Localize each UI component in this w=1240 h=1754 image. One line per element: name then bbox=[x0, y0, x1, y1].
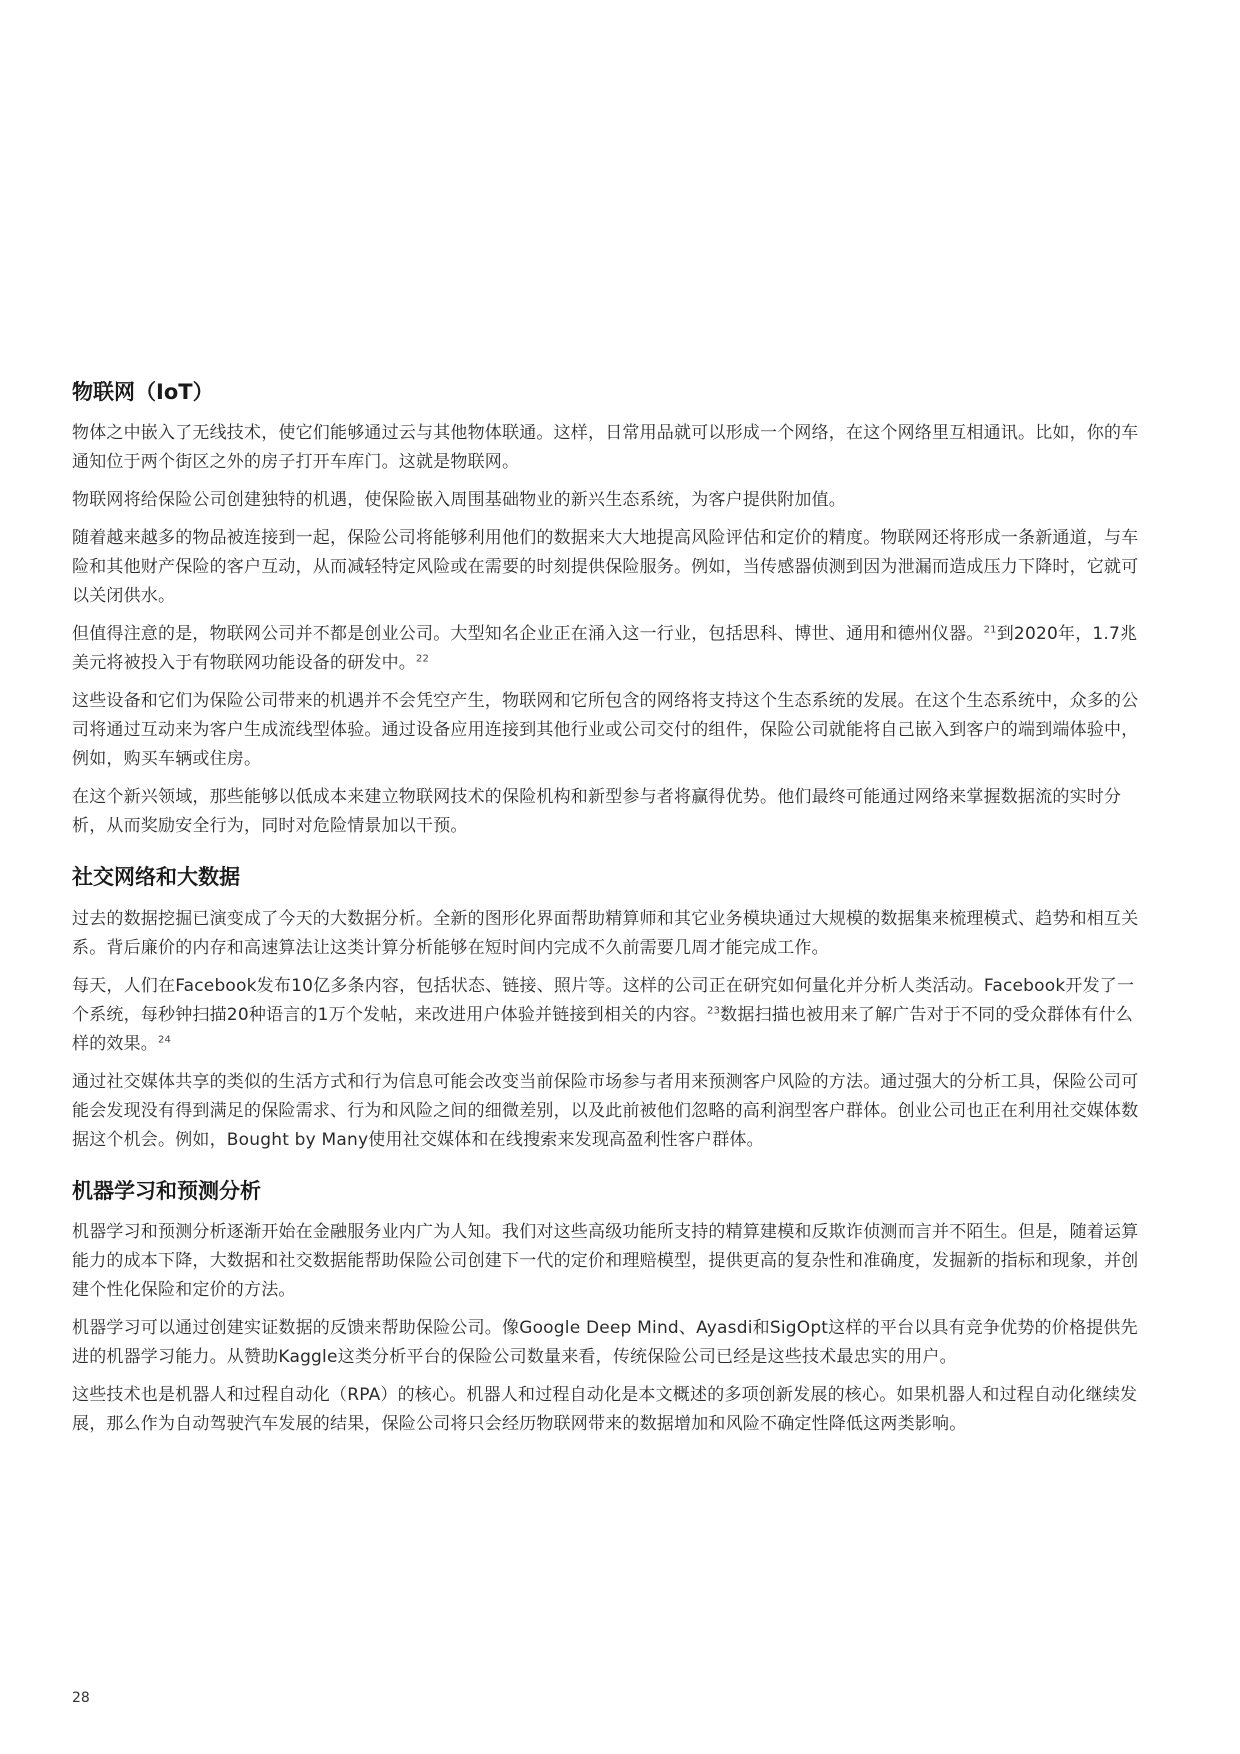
paragraph-text: 物联网将给保险公司创建独特的机遇，使保险嵌入周围基础物业的新兴生态系统，为客户提供附加值。 bbox=[72, 490, 846, 511]
footnote-ref: 22 bbox=[416, 653, 430, 665]
body-paragraph bbox=[72, 687, 1142, 774]
body-paragraph bbox=[72, 783, 1142, 841]
paragraph-text: 物体之中嵌入了无线技术，使它们能够通过云与其他物体联通。这样，日常用品就可以形成一个网络，在这个网络里互相通讯。比如，你的车通知位于两个街区之外的房子打开车库门。这就是物联网。 bbox=[72, 423, 1139, 473]
paragraph-text: 过去的数据挖掘已演变成了今天的大数据分析。全新的图形化界面帮助精算师和其它业务模块通过大规模的数据集来梳理模式、趋势和相互关系。背后廉价的内存和高速算法让这类计算分析能够在短时间内完成不久前需要几周才能完成工作。 bbox=[72, 908, 1139, 958]
paragraph-text: 每天，人们在Facebook发布10亿多条内容，包括状态、链接、照片等。这样的公司正在研究如何量化并分析人类活动。Facebook开发了一个系统，每秒钟扫描20种语言的1万个发帖，来改进用户体验并链接到相关的内容。 bbox=[72, 975, 1135, 1025]
paragraph-text: 到2020年，1.7兆美元将被投入于有物联网功能设备的研发中。 bbox=[72, 624, 1138, 674]
section bbox=[72, 863, 1142, 1154]
section bbox=[72, 378, 1142, 841]
section-heading: 机器学习和预测分析 bbox=[72, 1178, 261, 1203]
page-content bbox=[72, 378, 1142, 1448]
footnote-ref: 23 bbox=[707, 1005, 721, 1017]
body-paragraph bbox=[72, 1381, 1142, 1439]
section bbox=[72, 1177, 1142, 1439]
paragraph-text: 但值得注意的是，物联网公司并不都是创业公司。大型知名企业正在涌入这一行业，包括思科、博世、通用和德州仪器。 bbox=[72, 624, 984, 645]
body-paragraph bbox=[72, 1314, 1142, 1372]
footnote-ref: 24 bbox=[158, 1034, 172, 1046]
body-paragraph bbox=[72, 486, 1142, 515]
body-paragraph bbox=[72, 1218, 1142, 1305]
section-heading: 社交网络和大数据 bbox=[72, 865, 240, 890]
paragraph-text: 数据扫描也被用来了解广告对于不同的受众群体有什么样的效果。 bbox=[72, 1004, 1133, 1054]
body-paragraph bbox=[72, 620, 1142, 678]
section-heading: 物联网（IoT） bbox=[72, 380, 214, 404]
body-paragraph bbox=[72, 905, 1142, 963]
body-paragraph bbox=[72, 419, 1142, 477]
paragraph-text: 这些技术也是机器人和过程自动化（RPA）的核心。机器人和过程自动化是本文概述的多项创新发展的核心。如果机器人和过程自动化继续发展，那么作为自动驾驶汽车发展的结果，保险公司将只会经历物联网带来的数据增加和风险不确定性降低这两类影响。 bbox=[72, 1385, 1138, 1435]
paragraph-text: 在这个新兴领域，那些能够以低成本来建立物联网技术的保险机构和新型参与者将赢得优势。他们最终可能通过网络来掌握数据流的实时分析，从而奖励安全行为，同时对危险情景加以干预。 bbox=[72, 787, 1122, 837]
body-paragraph bbox=[72, 1068, 1142, 1155]
body-paragraph bbox=[72, 524, 1142, 611]
body-paragraph bbox=[72, 972, 1142, 1059]
paragraph-text: 随着越来越多的物品被连接到一起，保险公司将能够利用他们的数据来大大地提高风险评估和定价的精度。物联网还将形成一条新通道，与车险和其他财产保险的客户互动，从而减轻特定风险或在需要的时刻提供保险服务。例如，当传感器侦测到因为泄漏而造成压力下降时，它就可以关闭供水。 bbox=[72, 528, 1139, 607]
page-number: 28 bbox=[72, 1690, 90, 1706]
paragraph-text: 机器学习和预测分析逐渐开始在金融服务业内广为人知。我们对这些高级功能所支持的精算建模和反欺诈侦测而言并不陌生。但是，随着运算能力的成本下降，大数据和社交数据能帮助保险公司创建下一代的定价和理赔模型，提供更高的复杂性和准确度，发掘新的指标和现象，并创建个性化保险和定价的方法。 bbox=[72, 1222, 1139, 1301]
paragraph-text: 机器学习可以通过创建实证数据的反馈来帮助保险公司。像Google Deep Mind、Ayasdi和SigOpt这样的平台以具有竞争优势的价格提供先进的机器学习能力。从赞助Kaggle这类分析平台的保险公司数量来看，传统保险公司已经是这些技术最忠实的用户。 bbox=[72, 1318, 1138, 1368]
paragraph-text: 这些设备和它们为保险公司带来的机遇并不会凭空产生，物联网和它所包含的网络将支持这个生态系统的发展。在这个生态系统中，众多的公司将通过互动来为客户生成流线型体验。通过设备应用连接到其他行业或公司交付的组件，保险公司就能将自己嵌入到客户的端到端体验中，例如，购买车辆或住房。 bbox=[72, 691, 1139, 770]
paragraph-text: 通过社交媒体共享的类似的生活方式和行为信息可能会改变当前保险市场参与者用来预测客户风险的方法。通过强大的分析工具，保险公司可能会发现没有得到满足的保险需求、行为和风险之间的细微差别，以及此前被他们忽略的高利润型客户群体。创业公司也正在利用社交媒体数据这个机会。例如，Bought by Many使用社交媒体和在线搜索来发现高盈利性客户群体。 bbox=[72, 1071, 1139, 1150]
footnote-ref: 21 bbox=[983, 624, 997, 636]
